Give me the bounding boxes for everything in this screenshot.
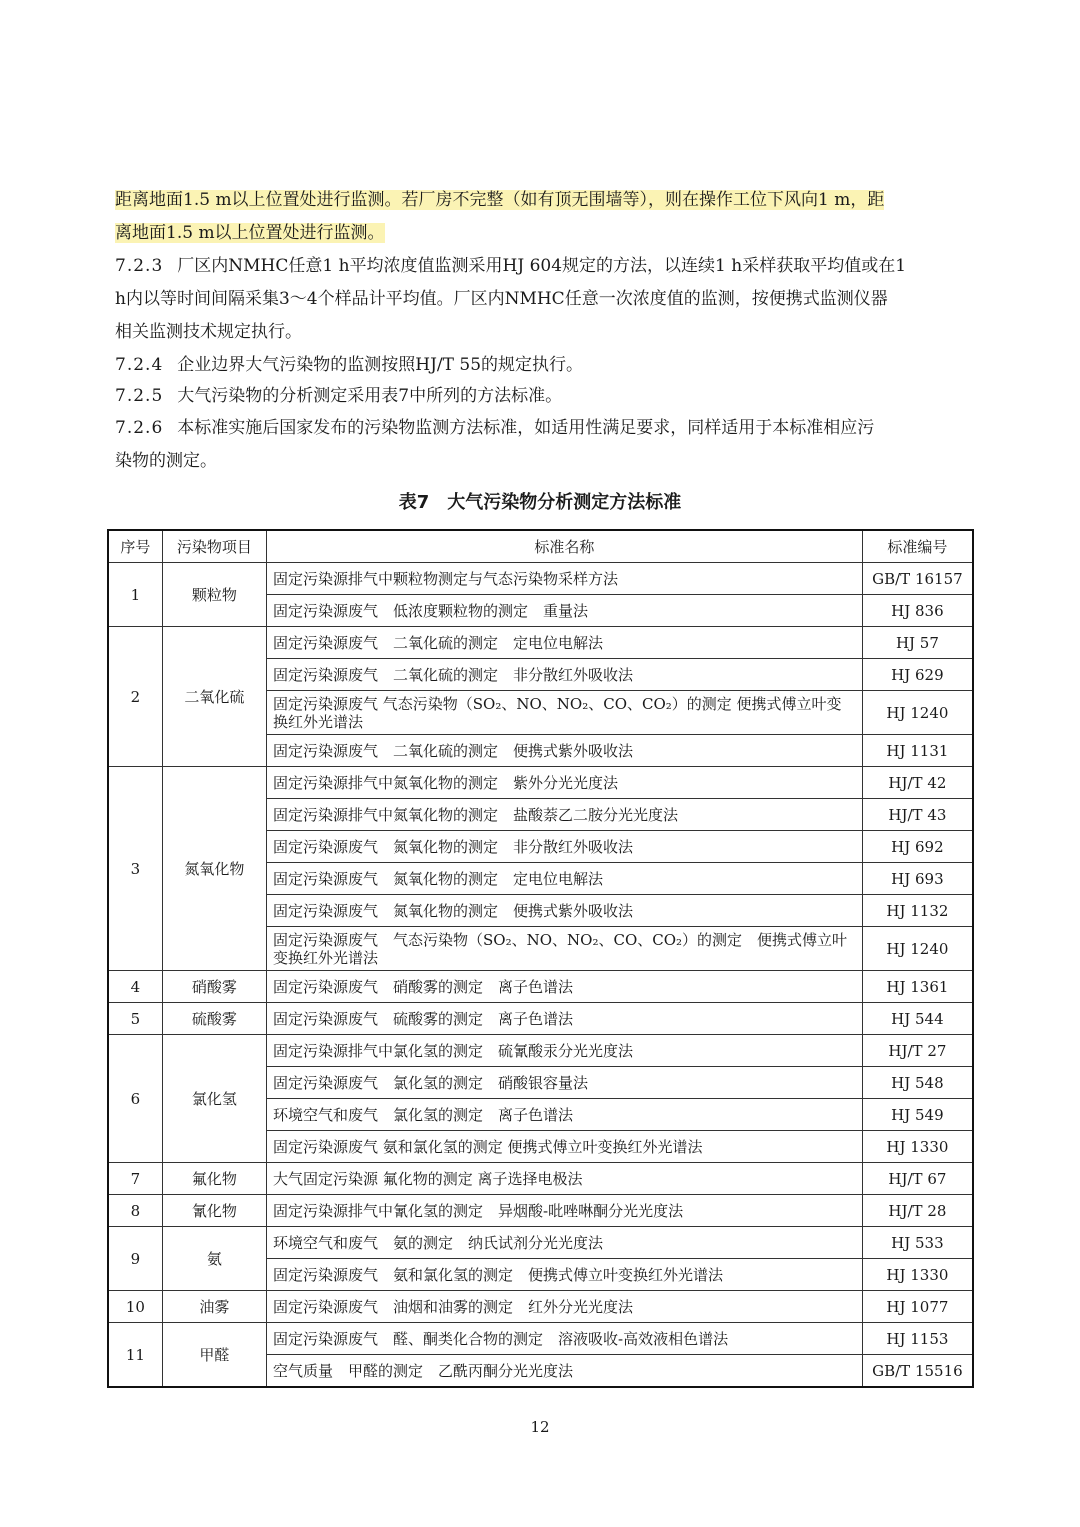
clause-text: 本标准实施后国家发布的污染物监测方法标准，如适用性满足要求，同样适用于本标准相应污 xyxy=(177,418,875,438)
cell-standard-name: 固定污染源废气 氮氧化物的测定 定电位电解法 xyxy=(267,863,863,895)
cell-standard-code: HJ 533 xyxy=(862,1227,973,1259)
clause-number: 7.2.3 xyxy=(115,256,164,276)
clause-number: 7.2.6 xyxy=(115,418,164,438)
clause-7-2-4 xyxy=(115,349,967,382)
cell-standard-code: HJ 1361 xyxy=(862,971,973,1003)
table-row xyxy=(108,767,973,799)
cell-pollutant-item: 氨 xyxy=(162,1227,266,1291)
methods-standards-table xyxy=(107,529,974,1388)
cell-serial-no: 2 xyxy=(108,627,162,767)
cell-standard-code: HJ 1077 xyxy=(862,1291,973,1323)
cell-serial-no: 3 xyxy=(108,767,162,971)
cell-standard-name: 固定污染源废气 氮氧化物的测定 便携式紫外吸收法 xyxy=(267,895,863,927)
cell-pollutant-item: 氯化氢 xyxy=(162,1035,266,1163)
cell-standard-code: HJ/T 43 xyxy=(862,799,973,831)
cell-standard-code: HJ/T 28 xyxy=(862,1195,973,1227)
cell-pollutant-item: 硝酸雾 xyxy=(162,971,266,1003)
clause-text: 染物的测定。 xyxy=(115,451,217,471)
cell-pollutant-item: 氰化物 xyxy=(162,1195,266,1227)
cell-standard-code: HJ 1153 xyxy=(862,1323,973,1355)
header-standard-code: 标准编号 xyxy=(862,530,973,563)
table-caption xyxy=(0,488,1080,514)
cell-standard-code: HJ/T 42 xyxy=(862,767,973,799)
table-row xyxy=(108,1291,973,1323)
cell-standard-name: 固定污染源排气中氮氧化物的测定 盐酸萘乙二胺分光光度法 xyxy=(267,799,863,831)
table-header-row xyxy=(108,530,973,563)
cell-standard-code: HJ 692 xyxy=(862,831,973,863)
cell-standard-code: HJ 836 xyxy=(862,595,973,627)
cell-pollutant-item: 氮氧化物 xyxy=(162,767,266,971)
cell-pollutant-item: 氟化物 xyxy=(162,1163,266,1195)
cell-standard-name: 空气质量 甲醛的测定 乙酰丙酮分光光度法 xyxy=(267,1355,863,1388)
cell-serial-no: 6 xyxy=(108,1035,162,1163)
table-caption-number: 表7 xyxy=(398,492,430,513)
table-row xyxy=(108,1163,973,1195)
cell-standard-name: 固定污染源废气 氨和氯化氢的测定 便携式傅立叶变换红外光谱法 xyxy=(267,1131,863,1163)
cell-pollutant-item: 甲醛 xyxy=(162,1323,266,1388)
cell-pollutant-item: 硫酸雾 xyxy=(162,1003,266,1035)
highlighted-text: 距离地面1.5 m以上位置处进行监测。若厂房不完整（如有顶无围墙等），则在操作工位下风向1 m，距 xyxy=(115,190,885,210)
cell-standard-code: HJ 544 xyxy=(862,1003,973,1035)
cell-standard-code: HJ 1240 xyxy=(862,927,973,971)
cell-standard-name: 固定污染源废气 低浓度颗粒物的测定 重量法 xyxy=(267,595,863,627)
table-row xyxy=(108,1195,973,1227)
cell-standard-code: GB/T 15516 xyxy=(862,1355,973,1388)
cell-pollutant-item: 颗粒物 xyxy=(162,563,266,627)
header-standard-name: 标准名称 xyxy=(267,530,863,563)
table-row xyxy=(108,1227,973,1259)
cell-serial-no: 11 xyxy=(108,1323,162,1388)
clause-7-2-6 xyxy=(115,412,967,478)
cell-pollutant-item: 油雾 xyxy=(162,1291,266,1323)
table-caption-text: 大气污染物分析测定方法标准 xyxy=(447,492,682,513)
page-number: 12 xyxy=(530,1418,550,1436)
cell-standard-code: HJ/T 67 xyxy=(862,1163,973,1195)
cell-standard-name: 固定污染源排气中氮氧化物的测定 紫外分光光度法 xyxy=(267,767,863,799)
header-no: 序号 xyxy=(108,530,162,563)
cell-standard-code: HJ 1240 xyxy=(862,691,973,735)
cell-standard-code: HJ 1330 xyxy=(862,1131,973,1163)
cell-serial-no: 10 xyxy=(108,1291,162,1323)
cell-standard-name: 固定污染源排气中氯化氢的测定 硫氰酸汞分光光度法 xyxy=(267,1035,863,1067)
cell-standard-name: 固定污染源废气 气态污染物（SO₂、NO、NO₂、CO、CO₂）的测定 便携式傅立叶变换红外光谱法 xyxy=(267,927,863,971)
cell-pollutant-item: 二氧化硫 xyxy=(162,627,266,767)
clause-text: 大气污染物的分析测定采用表7中所列的方法标准。 xyxy=(177,386,563,406)
cell-standard-code: HJ 548 xyxy=(862,1067,973,1099)
cell-standard-name: 固定污染源废气 硝酸雾的测定 离子色谱法 xyxy=(267,971,863,1003)
table-body xyxy=(108,563,973,1388)
cell-standard-code: HJ 549 xyxy=(862,1099,973,1131)
cell-standard-name: 环境空气和废气 氯化氢的测定 离子色谱法 xyxy=(267,1099,863,1131)
clause-7-2-3 xyxy=(115,250,967,349)
table-row xyxy=(108,627,973,659)
table-row xyxy=(108,1003,973,1035)
cell-standard-name: 固定污染源废气 硫酸雾的测定 离子色谱法 xyxy=(267,1003,863,1035)
cell-standard-code: HJ 693 xyxy=(862,863,973,895)
clause-text: h内以等时间间隔采集3～4个样品计平均值。厂区内NMHC任意一次浓度值的监测，按便携式监测仪器 xyxy=(115,289,888,309)
table-row xyxy=(108,563,973,595)
table-row xyxy=(108,1035,973,1067)
cell-standard-code: HJ 629 xyxy=(862,659,973,691)
cell-standard-name: 固定污染源废气 氮氧化物的测定 非分散红外吸收法 xyxy=(267,831,863,863)
cell-standard-name: 固定污染源废气 油烟和油雾的测定 红外分光光度法 xyxy=(267,1291,863,1323)
cell-standard-name: 固定污染源排气中氰化氢的测定 异烟酸-吡唑啉酮分光光度法 xyxy=(267,1195,863,1227)
cell-standard-name: 固定污染源废气 氨和氯化氢的测定 便携式傅立叶变换红外光谱法 xyxy=(267,1259,863,1291)
paragraph-monitoring-location xyxy=(115,184,967,250)
cell-standard-name: 固定污染源废气 二氧化硫的测定 非分散红外吸收法 xyxy=(267,659,863,691)
cell-standard-name: 固定污染源排气中颗粒物测定与气态污染物采样方法 xyxy=(267,563,863,595)
clause-7-2-5 xyxy=(115,380,967,413)
clause-text: 企业边界大气污染物的监测按照HJ/T 55的规定执行。 xyxy=(177,355,584,375)
cell-standard-name: 固定污染源废气 二氧化硫的测定 定电位电解法 xyxy=(267,627,863,659)
cell-standard-code: HJ 1330 xyxy=(862,1259,973,1291)
table-row xyxy=(108,971,973,1003)
cell-standard-code: HJ 1131 xyxy=(862,735,973,767)
cell-serial-no: 4 xyxy=(108,971,162,1003)
cell-standard-name: 固定污染源废气 醛、酮类化合物的测定 溶液吸收-高效液相色谱法 xyxy=(267,1323,863,1355)
clause-number: 7.2.5 xyxy=(115,386,164,406)
cell-standard-code: HJ 1132 xyxy=(862,895,973,927)
highlighted-text: 离地面1.5 m以上位置处进行监测。 xyxy=(115,223,385,243)
cell-standard-name: 固定污染源废气 氯化氢的测定 硝酸银容量法 xyxy=(267,1067,863,1099)
cell-standard-code: GB/T 16157 xyxy=(862,563,973,595)
header-item: 污染物项目 xyxy=(162,530,266,563)
cell-standard-name: 固定污染源废气 二氧化硫的测定 便携式紫外吸收法 xyxy=(267,735,863,767)
cell-standard-name: 固定污染源废气 气态污染物（SO₂、NO、NO₂、CO、CO₂）的测定 便携式傅立叶变换红外光谱法 xyxy=(267,691,863,735)
clause-number: 7.2.4 xyxy=(115,355,164,375)
cell-standard-name: 大气固定污染源 氟化物的测定 离子选择电极法 xyxy=(267,1163,863,1195)
cell-serial-no: 1 xyxy=(108,563,162,627)
cell-standard-code: HJ/T 27 xyxy=(862,1035,973,1067)
cell-serial-no: 5 xyxy=(108,1003,162,1035)
clause-text: 厂区内NMHC任意1 h平均浓度值监测采用HJ 604规定的方法，以连续1 h采样获取平均值或在1 xyxy=(177,256,907,276)
cell-serial-no: 7 xyxy=(108,1163,162,1195)
cell-standard-name: 环境空气和废气 氨的测定 纳氏试剂分光光度法 xyxy=(267,1227,863,1259)
cell-serial-no: 9 xyxy=(108,1227,162,1291)
cell-standard-code: HJ 57 xyxy=(862,627,973,659)
cell-serial-no: 8 xyxy=(108,1195,162,1227)
table-row xyxy=(108,1323,973,1355)
clause-text: 相关监测技术规定执行。 xyxy=(115,322,302,342)
